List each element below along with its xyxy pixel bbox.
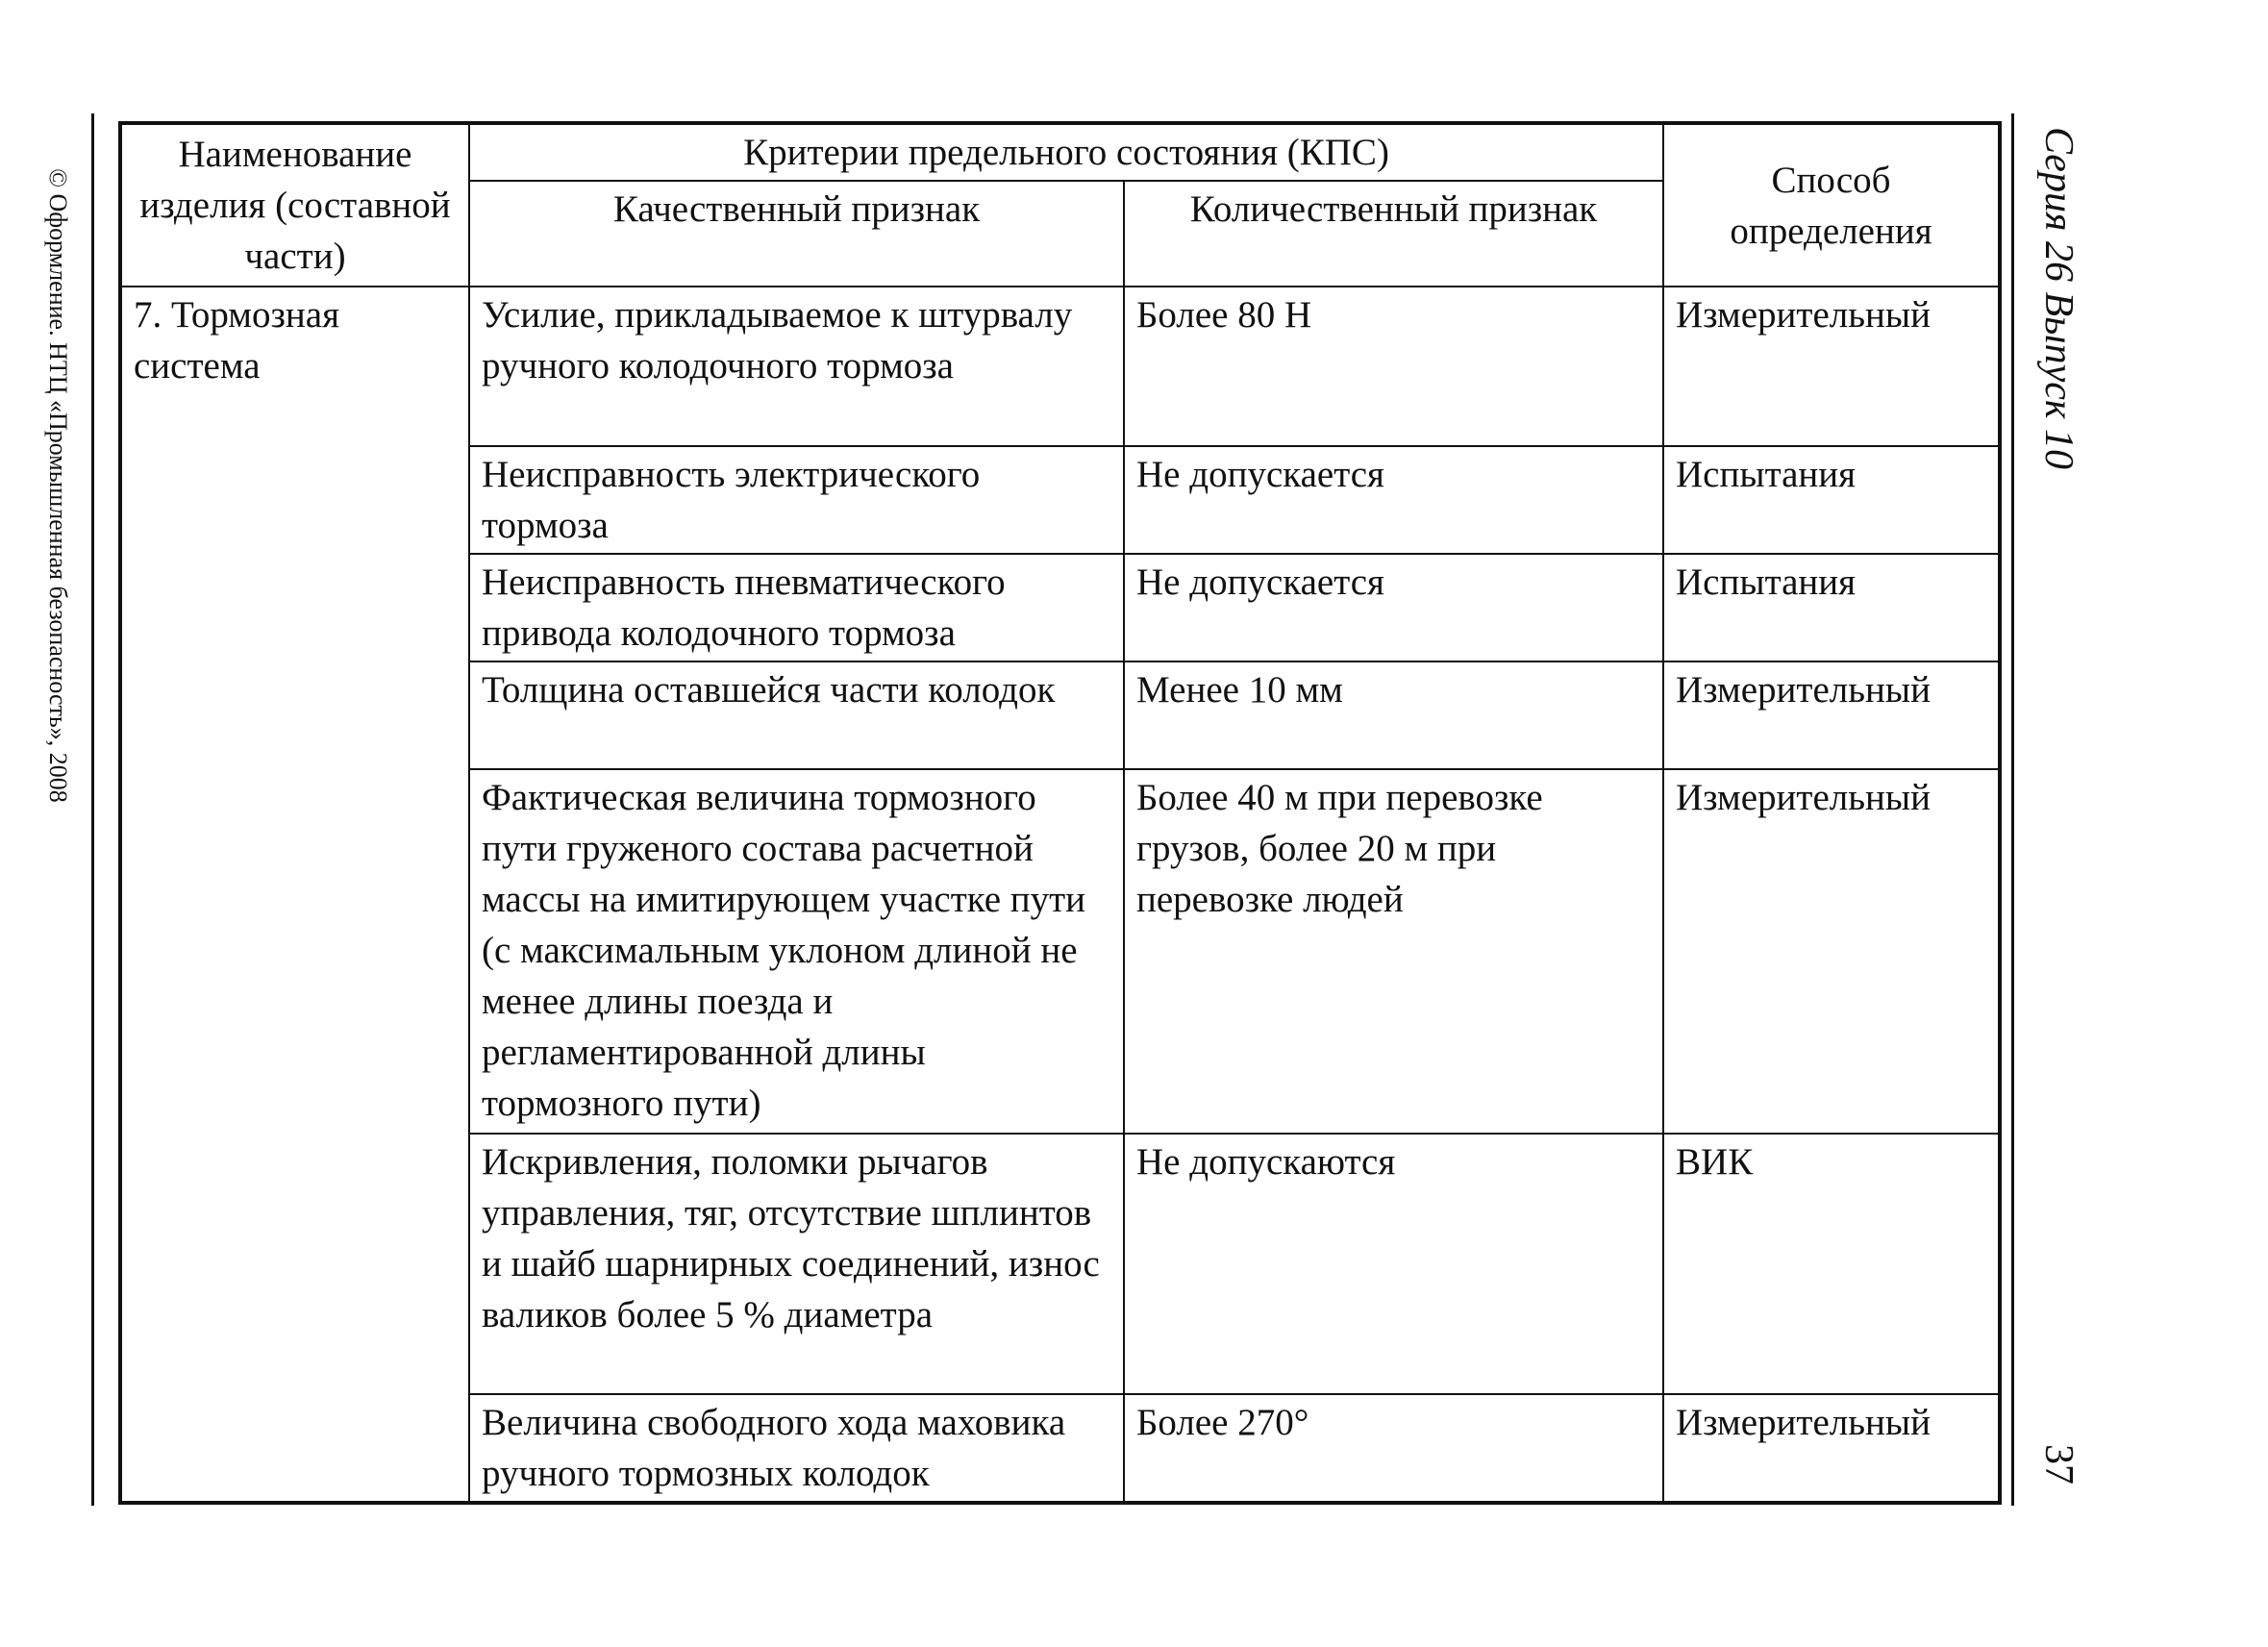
table-row [120,287,2000,446]
qualitative-cell: Величина свободного хода маховика ручного тормозных колодок [469,1394,1124,1503]
qualitative-cell: Фактическая величина тормозного пути груженого состава расчетной массы на имитирующем участке пути (с максимальным уклоном длиной не менее длины поезда и регламентированной длины тормозного пути) [469,769,1124,1134]
method-cell: Измерительный [1663,769,2000,1134]
right-margin-rule [2011,113,2014,1506]
group-cell: 7. Тормозная система [120,287,469,1503]
page-number-text: 37 [2036,1444,2081,1485]
method-cell: ВИК [1663,1134,2000,1394]
header-method: Способ определения [1663,123,2000,287]
series-header [2029,115,2088,481]
method-cell: Измерительный [1663,287,2000,446]
left-margin-rule [91,113,94,1506]
header-quantitative: Количественный признак [1124,181,1663,287]
method-cell: Измерительный [1663,1394,2000,1503]
qualitative-cell: Искривления, поломки рычагов управления, тяг, отсутствие шплинтов и шайб шарнирных соединений, износ валиков более 5 % диаметра [469,1134,1124,1394]
quantitative-cell: Не допускаются [1124,1134,1663,1394]
quantitative-cell: Не допускается [1124,446,1663,554]
copyright-note [36,120,80,851]
quantitative-cell: Более 40 м при перевозке грузов, более 20 м при перевозке людей [1124,769,1663,1134]
qualitative-cell: Неисправность пневматического привода колодочного тормоза [469,554,1124,661]
qualitative-cell: Усилие, прикладываемое к штурвалу ручного колодочного тормоза [469,287,1124,446]
method-cell: Измерительный [1663,661,2000,769]
quantitative-cell: Более 80 Н [1124,287,1663,446]
quantitative-cell: Менее 10 мм [1124,661,1663,769]
page-number [2029,1421,2088,1508]
method-cell: Испытания [1663,446,2000,554]
header-qualitative: Качественный признак [469,181,1124,287]
method-cell: Испытания [1663,554,2000,661]
quantitative-cell: Более 270° [1124,1394,1663,1503]
series-text: Серия 26 Выпуск 10 [2036,127,2081,469]
qualitative-cell: Неисправность электрического тормоза [469,446,1124,554]
quantitative-cell: Не допускается [1124,554,1663,661]
header-criteria: Критерии предельного состояния (КПС) [469,123,1663,181]
qualitative-cell: Толщина оставшейся части колодок [469,661,1124,769]
criteria-table [118,121,2002,1505]
copyright-text: © Оформление. НТЦ «Промышленная безопасность», 2008 [44,168,72,803]
header-row-1 [120,123,2000,181]
header-item-name: Наименование изделия (составной части) [120,123,469,287]
